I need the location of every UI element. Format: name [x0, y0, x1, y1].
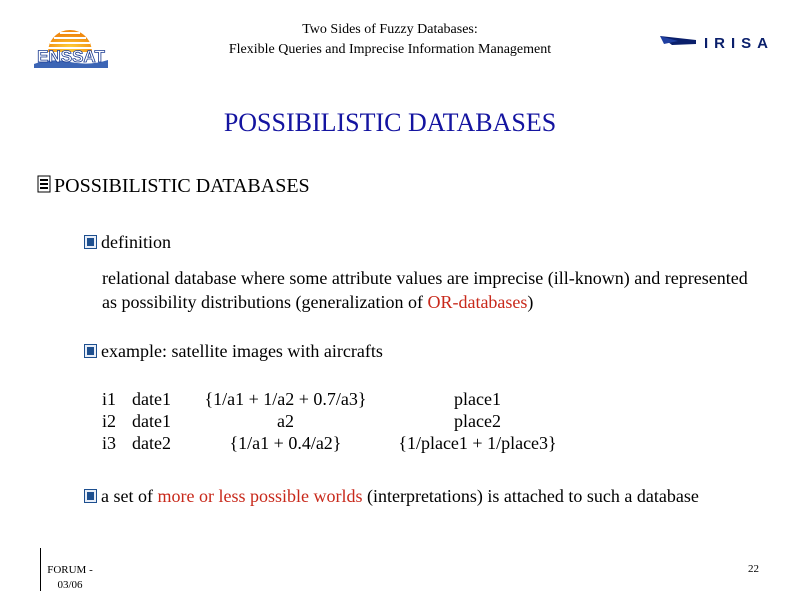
worlds-text-start: a set of	[101, 486, 158, 506]
row-id: i1	[102, 389, 117, 409]
example-label: example: satellite images with aircrafts	[101, 341, 383, 361]
worlds-bullet	[84, 484, 724, 508]
worlds-text-end: (interpretations) is attached to such a database	[362, 486, 699, 506]
footer-left	[40, 563, 100, 593]
square-bullet-icon	[84, 344, 97, 358]
definition-text	[102, 266, 762, 314]
row-aircraft: {1/a1 + 1/a2 + 0.7/a3}	[204, 389, 367, 409]
section-title: POSSIBILISTIC DATABASES	[54, 175, 310, 197]
row-date: date1	[132, 411, 171, 431]
row-place: {1/place1 + 1/place3}	[398, 433, 557, 453]
header-title-line2: Flexible Queries and Imprecise Information Management	[228, 42, 552, 57]
square-bullet-icon	[84, 489, 97, 503]
worlds-text-highlight: more or less possible worlds	[157, 486, 363, 506]
square-bullet-icon	[84, 235, 97, 249]
row-id: i2	[102, 411, 117, 431]
row-aircraft: a2	[277, 411, 294, 431]
example-bullet	[84, 340, 383, 362]
footer-left-line1: FORUM -	[47, 564, 93, 576]
enssat-logo	[30, 22, 112, 72]
row-place: place2	[454, 411, 501, 431]
definition-text-highlight: OR-databases	[427, 292, 528, 312]
row-id: i3	[102, 433, 117, 453]
irisa-logo	[658, 32, 770, 52]
row-place: place1	[454, 389, 501, 409]
slide-title: POSSIBILISTIC DATABASES	[223, 108, 557, 137]
enssat-logo-text: ENSSAT	[37, 47, 105, 66]
definition-bullet	[84, 231, 171, 253]
footer-left-line2: 03/06	[57, 579, 83, 591]
definition-text-main: relational database where some attribute values are imprecise (ill-known) and represented as possibility distributions (generalization of	[102, 268, 748, 312]
header-title-line1: Two Sides of Fuzzy Databases:	[302, 22, 478, 37]
example-table	[0, 387, 801, 467]
header-title	[190, 20, 590, 60]
row-date: date1	[132, 389, 171, 409]
three-lines-icon	[36, 175, 54, 193]
row-aircraft: {1/a1 + 0.4/a2}	[229, 433, 342, 453]
page-number: 22	[748, 563, 759, 575]
irisa-logo-text: IRISA	[704, 35, 770, 52]
definition-text-end: )	[527, 292, 534, 312]
row-date: date2	[132, 433, 171, 453]
section-heading	[36, 175, 310, 198]
definition-label: definition	[101, 232, 171, 252]
